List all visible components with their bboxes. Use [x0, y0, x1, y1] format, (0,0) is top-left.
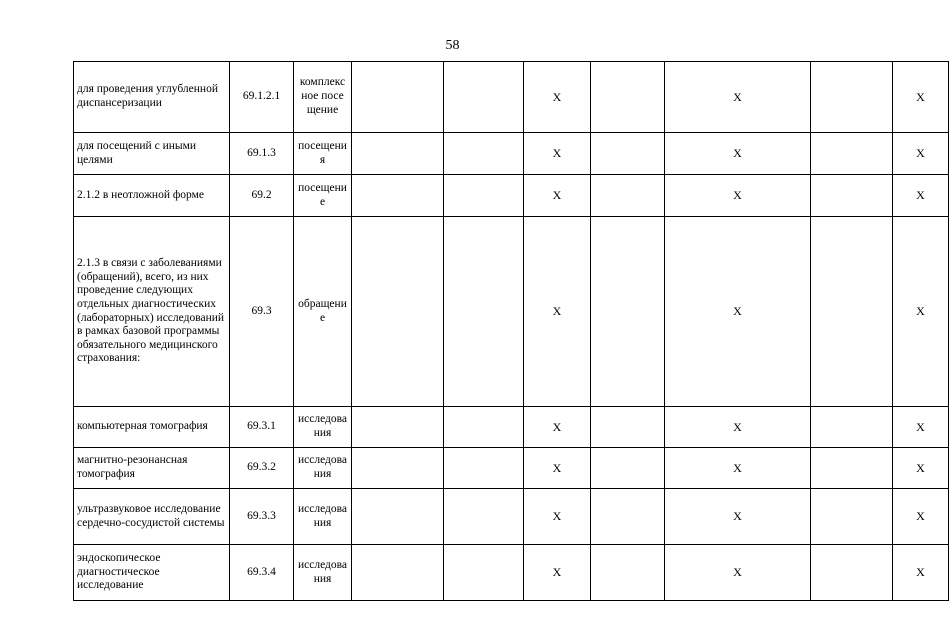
- value-cell: [444, 62, 524, 133]
- value-cell: X: [665, 217, 811, 407]
- row-name-cell: 2.1.3 в связи с заболеваниями (обращений), всего, из них проведение следующих отдельных диагностических (лабораторных) исследований в рамках базовой программы обязательного медицинского страхования:: [74, 217, 230, 407]
- row-unit-cell: исследования: [294, 407, 352, 448]
- value-cell: [591, 448, 665, 489]
- value-cell: [444, 545, 524, 601]
- row-name-cell: эндоскопическое диагностическое исследование: [74, 545, 230, 601]
- row-unit-cell: исследования: [294, 448, 352, 489]
- value-cell: [811, 545, 893, 601]
- value-cell: X: [665, 545, 811, 601]
- value-cell: [352, 133, 444, 175]
- value-cell: X: [665, 489, 811, 545]
- table-row: [74, 407, 949, 448]
- value-cell: [444, 133, 524, 175]
- row-code-cell: 69.1.2.1: [230, 62, 294, 133]
- value-cell: X: [524, 217, 591, 407]
- value-cell: [811, 489, 893, 545]
- value-cell: [591, 217, 665, 407]
- value-cell: X: [893, 407, 949, 448]
- value-cell: [352, 489, 444, 545]
- value-cell: X: [524, 133, 591, 175]
- value-cell: X: [893, 62, 949, 133]
- value-cell: [591, 489, 665, 545]
- value-cell: [591, 175, 665, 217]
- value-cell: X: [893, 489, 949, 545]
- value-cell: X: [665, 62, 811, 133]
- table-row: [74, 448, 949, 489]
- row-code-cell: 69.1.3: [230, 133, 294, 175]
- data-table: [73, 61, 949, 601]
- row-name-cell: магнитно-резонансная томография: [74, 448, 230, 489]
- value-cell: [811, 217, 893, 407]
- value-cell: X: [893, 545, 949, 601]
- page-number: 58: [445, 38, 460, 53]
- value-cell: [811, 62, 893, 133]
- row-code-cell: 69.3: [230, 217, 294, 407]
- value-cell: X: [893, 133, 949, 175]
- value-cell: [444, 175, 524, 217]
- value-cell: X: [524, 175, 591, 217]
- table-row: [74, 175, 949, 217]
- table-row: [74, 133, 949, 175]
- value-cell: [591, 62, 665, 133]
- row-unit-cell: исследования: [294, 489, 352, 545]
- row-name-cell: для проведения углубленной диспансеризации: [74, 62, 230, 133]
- row-name-cell: для посещений с иными целями: [74, 133, 230, 175]
- value-cell: X: [893, 448, 949, 489]
- value-cell: [811, 133, 893, 175]
- value-cell: [352, 62, 444, 133]
- row-code-cell: 69.2: [230, 175, 294, 217]
- value-cell: [591, 133, 665, 175]
- row-unit-cell: исследования: [294, 545, 352, 601]
- row-code-cell: 69.3.2: [230, 448, 294, 489]
- value-cell: X: [893, 217, 949, 407]
- table-row: [74, 545, 949, 601]
- table-row: [74, 217, 949, 407]
- value-cell: X: [524, 62, 591, 133]
- value-cell: X: [665, 448, 811, 489]
- row-unit-cell: комплексное посещение: [294, 62, 352, 133]
- row-code-cell: 69.3.3: [230, 489, 294, 545]
- value-cell: [352, 545, 444, 601]
- value-cell: X: [524, 448, 591, 489]
- value-cell: X: [665, 407, 811, 448]
- value-cell: X: [524, 489, 591, 545]
- value-cell: X: [665, 175, 811, 217]
- table-row: [74, 62, 949, 133]
- value-cell: [352, 175, 444, 217]
- row-unit-cell: посещение: [294, 175, 352, 217]
- value-cell: X: [665, 133, 811, 175]
- row-code-cell: 69.3.4: [230, 545, 294, 601]
- value-cell: [444, 407, 524, 448]
- value-cell: [352, 217, 444, 407]
- table-row: [74, 489, 949, 545]
- value-cell: [591, 407, 665, 448]
- row-unit-cell: обращение: [294, 217, 352, 407]
- value-cell: [591, 545, 665, 601]
- row-name-cell: 2.1.2 в неотложной форме: [74, 175, 230, 217]
- value-cell: [444, 217, 524, 407]
- value-cell: [811, 407, 893, 448]
- value-cell: [444, 448, 524, 489]
- value-cell: X: [524, 545, 591, 601]
- value-cell: [444, 489, 524, 545]
- row-name-cell: компьютерная томография: [74, 407, 230, 448]
- row-code-cell: 69.3.1: [230, 407, 294, 448]
- value-cell: [811, 175, 893, 217]
- value-cell: [352, 407, 444, 448]
- row-name-cell: ультразвуковое исследование сердечно-сосудистой системы: [74, 489, 230, 545]
- value-cell: [352, 448, 444, 489]
- row-unit-cell: посещения: [294, 133, 352, 175]
- value-cell: X: [893, 175, 949, 217]
- value-cell: [811, 448, 893, 489]
- value-cell: X: [524, 407, 591, 448]
